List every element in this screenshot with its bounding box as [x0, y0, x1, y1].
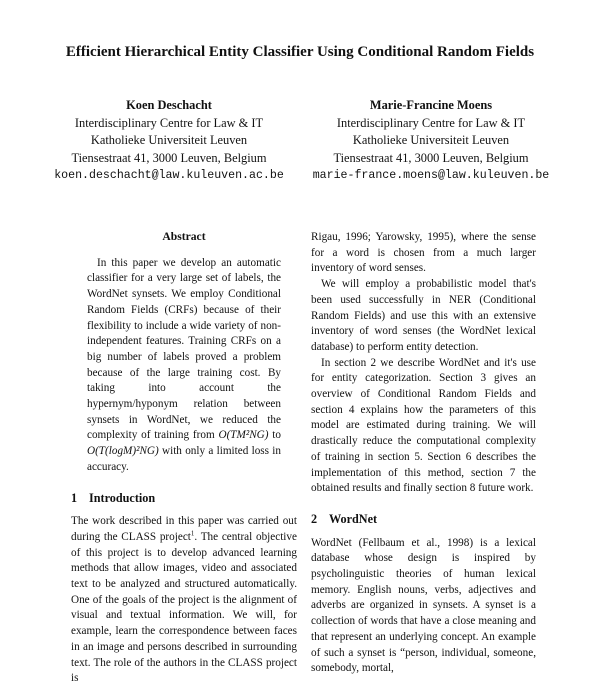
author-address: Tiensestraat 41, 3000 Leuven, Belgium [71, 150, 267, 165]
abstract-heading: Abstract [162, 230, 206, 243]
section-1-text-b: . The central objective of this project is to develop advanced learning methods that allow images, video and associated text to be analyzed and structured automatically. One of the goals of the project is the alignment of visual and textual information. We will, for example, learn the correspondence between faces in an image and persons described in surrounding text. The role of the authors in the CLASS project is [71, 530, 297, 685]
section-2-heading [311, 512, 536, 528]
author-email: koen.deschacht@law.kuleuven.ac.be [54, 169, 284, 182]
left-column [71, 229, 297, 687]
abstract-text-b: with only a limited loss in accuracy. [87, 445, 281, 473]
abstract-text-a: In this paper we develop an automatic classifier for a very large set of labels, the WordNet synsets. We employ Conditional Random Fields (CRFs) because of their flexibility to include a wide variety of non-independent features. Training CRFs on a big number of labels proved a problem because of the large training cost. By taking into account the hypernym/hyponym relation between synsets in WordNet, we reduced the complexity of training from [87, 256, 281, 442]
abstract-to: to [272, 429, 281, 442]
section-1-text-a: The work described in this paper was carried out during the CLASS project [71, 515, 297, 543]
author-affiliation: Interdisciplinary Centre for Law & IT [74, 115, 264, 130]
paper-title: Efficient Hierarchical Entity Classifier Using Conditional Random Fields [65, 44, 535, 60]
section-number: 2 [311, 511, 318, 526]
author-address: Tiensestraat 41, 3000 Leuven, Belgium [333, 150, 529, 165]
section-1-heading [71, 491, 297, 507]
author-email: marie-france.moens@law.kuleuven.be [312, 169, 550, 182]
complexity-from: O(TM²NG) [218, 429, 269, 442]
footnote-mark: 1 [190, 529, 195, 538]
author-university: Katholieke Universiteit Leuven [90, 133, 248, 147]
complexity-to: O(T(logM)²NG) [87, 445, 159, 458]
section-number: 1 [71, 490, 78, 505]
author-affiliation: Interdisciplinary Centre for Law & IT [336, 115, 526, 130]
section-1-text [71, 514, 297, 687]
author-name: Koen Deschacht [126, 98, 212, 112]
author-block-2 [300, 97, 562, 185]
author-university: Katholieke Universiteit Leuven [352, 133, 510, 147]
author-name: Marie-Francine Moens [369, 98, 493, 112]
abstract-text [87, 256, 281, 476]
section-title: Introduction [89, 490, 156, 505]
section-2-text: WordNet (Fellbaum et al., 1998) is a lexical database whose design is inspired by psycholinguistic theories of human lexical memory. English nouns, verbs, adjectives and adverbs are organized in synsets. A synset is a collection of words that have a close meaning and that represent an underlying concept. An example of such a synset is “person, individual, someone, somebody, mortal, [311, 536, 536, 675]
intro-continued-text: Rigau, 1996; Yarowsky, 1995), where the sense for a word is chosen from a much larger inventory of word senses. [311, 231, 536, 275]
intro-paragraph-2: We will employ a probabilistic model that's been used successfully in NER (Conditional Random Fields) and use this with an extensive inventory of word senses (the WordNet lexical database) to perform entity detection. [311, 278, 536, 353]
author-block-1 [38, 97, 300, 185]
right-column [311, 230, 536, 677]
intro-paragraph-3: In section 2 we describe WordNet and it's use for entity categorization. Section 3 gives an overview of Conditional Random Fields and section 4 explains how the parameters of this model are estimated during training. We will drastically reduce the computational complexity of training in section 5. Section 6 describes the implementation of this method, section 7 the obtained results and finally section 8 future work. [311, 356, 536, 495]
section-title: WordNet [329, 511, 378, 526]
